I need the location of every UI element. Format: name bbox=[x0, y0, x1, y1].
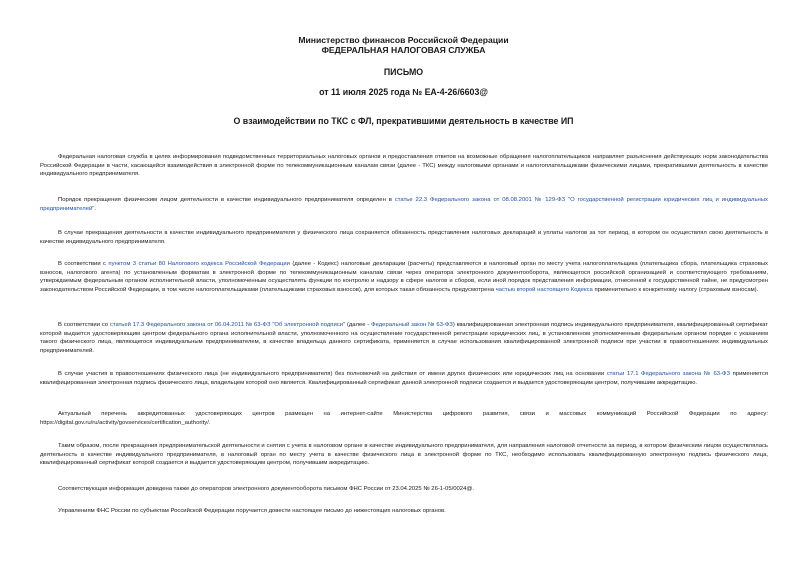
tax-code-article-80-link[interactable]: пунктом 3 статьи 80 Налогового кодекса Российской Федерации bbox=[108, 261, 290, 267]
paragraph-1: Федеральная налоговая служба в целях информирования подведомственных территориальных налоговых органов и предоставления ответов на возможные обращения налогоплательщиков направляет разъяснения действующих норм законодательства Российской Федерации в части, касающейся взаимодействия в электронной форме по телекоммуникационным каналам связи (далее - ТКС) между налоговыми органами и налогоплательщиками физическими лицами, прекратившими деятельность в качестве индивидуального предпринимателя. bbox=[40, 154, 768, 177]
paragraph-4-text-b: (далее - Кодекс) налоговые декларации (расчеты) представляются в налоговый орган по месту учета налогоплательщика (плательщика сбора, плательщика страховых взносов, налогового агента) по установленным форматам в электронной форме по телекоммуникационным каналам связи через оператора электронного документооборота, являющегося российской организацией и соответствующего требованиям, утверждаемым федеральным органом исполнительной власти, уполномоченным осуществлять функции по контролю и надзору в сфере налогов и сборов, если иной порядок представления информации, отнесенной к государственной тайне, не предусмотрен законодательством Российской Федерации, в том числе налогоплательщиками (плательщиками страховых взносов), для которых такая обязанность предусмотрена bbox=[40, 261, 768, 293]
paragraph-2 bbox=[40, 196, 768, 213]
paragraph-10: Управлениям ФНС России по субъектам Российской Федерации поручается довести настоящее письмо до нижестоящих налоговых органов. bbox=[58, 508, 446, 514]
paragraph-9: Соответствующая информация доведена также до операторов электронного документооборота письмом ФНС России от 23.04.2025 № 26-1-05/0024@. bbox=[58, 486, 474, 492]
paragraph-4-text-c: применительно к конкретному налогу (страховым взносам). bbox=[592, 286, 759, 293]
paragraph-6 bbox=[40, 370, 768, 387]
paragraph-5-text-b: (далее - bbox=[345, 322, 372, 328]
tax-code-part-two-link[interactable]: частью второй настоящего Кодекса bbox=[495, 286, 593, 293]
law-129fz-link[interactable]: статье 22.3 Федерального закона от 08.08.2001 № 129-ФЗ "О государственной регистрации юридических лиц и индивидуальных предпринимателей" bbox=[40, 197, 768, 212]
paragraph-3: В случае прекращения деятельности в качестве индивидуального предпринимателя у физического лица сохраняется обязанность представления налоговых деклараций и уплаты налогов за тот период, в котором он осуществлял свою деятельность в качестве индивидуального предпринимателя. bbox=[40, 230, 768, 245]
document-date-number: от 11 июля 2025 года № ЕА-4-26/6603@ bbox=[319, 87, 488, 97]
paragraph-5 bbox=[40, 321, 768, 355]
paragraph-2-text-b: . bbox=[94, 205, 96, 212]
paragraph-5-text-a: В соответствии со bbox=[58, 322, 110, 328]
paragraph-6-text-a: В случае участия в правоотношениях физического лица (не индивидуального предпринимателя) без полномочий на действия от имени других физических или юридических лиц на основании bbox=[58, 371, 607, 377]
law-63fz-article-17-3-link[interactable]: статьей 17.3 Федерального закона от 06.04.2011 № 63-ФЗ "Об электронной подписи" bbox=[109, 322, 346, 328]
ministry-heading: Министерство финансов Российской Федерации bbox=[298, 35, 509, 45]
service-heading: ФЕДЕРАЛЬНАЯ НАЛОГОВАЯ СЛУЖБА bbox=[321, 45, 486, 55]
paragraph-4 bbox=[40, 260, 768, 294]
document-subject: О взаимодействии по ТКС с ФЛ, прекратившими деятельность в качестве ИП bbox=[233, 116, 574, 126]
paragraph-6-text-b: применяется квалифицированная электронная подпись физического лица, владельцем которой оно является. Квалифицированный сертификат данной электронной подписи создается и выдается удостоверяющим центром, получившим аккредитацию. bbox=[40, 371, 768, 386]
paragraph-5-text-c: ) квалифицированная электронная подпись индивидуального предпринимателя, квалифицированный сертификат которой выдается удостоверяющим центром федерального органа исполнительной власти, уполномоченного на осуществление государственной регистрации юридических лиц, в установленном уполномоченным федеральным органом порядке с указанием такого физического лица, являющегося индивидуальным предпринимателем, в качестве владельца данного сертификата, применяется в случае использования квалифицированной электронной подписи при участии в правоотношениях индивидуальных предпринимателей. bbox=[40, 322, 768, 354]
paragraph-7: Актуальный перечень аккредитованных удостоверяющих центров размещен на интернет-сайте Министерства цифрового развития, связи и массовых коммуникаций Российской Федерации по адресу: https://digital.gov.ru/ru/activity/govservices/certification_authority/. bbox=[40, 411, 768, 426]
paragraph-4-text-a: В соответствии с bbox=[58, 261, 109, 267]
document-type: ПИСЬМО bbox=[383, 67, 424, 77]
law-63fz-link[interactable]: Федеральный закон № 63-ФЗ bbox=[371, 322, 453, 328]
paragraph-2-text-a: Порядок прекращения физическим лицом деятельности в качестве индивидуального предпринимателя определен в bbox=[58, 197, 395, 203]
law-63fz-article-17-1-link[interactable]: статьи 17.1 Федерального закона № 63-ФЗ bbox=[606, 371, 731, 377]
paragraph-8: Таким образом, после прекращения предпринимательской деятельности и снятия с учета в налоговом органе в качестве индивидуального предпринимателя, для направления налоговой отчетности за период, в котором физическим лицом осуществлялась деятельность в качестве индивидуального предпринимателя, в налоговый орган по месту учета в качестве физического лица в электронной форме по ТКС, необходимо использовать квалифицированную электронную подпись физического лица, квалифицированный сертификат которой создается и выдается удостоверяющим центром, получившим аккредитацию. bbox=[40, 443, 768, 466]
